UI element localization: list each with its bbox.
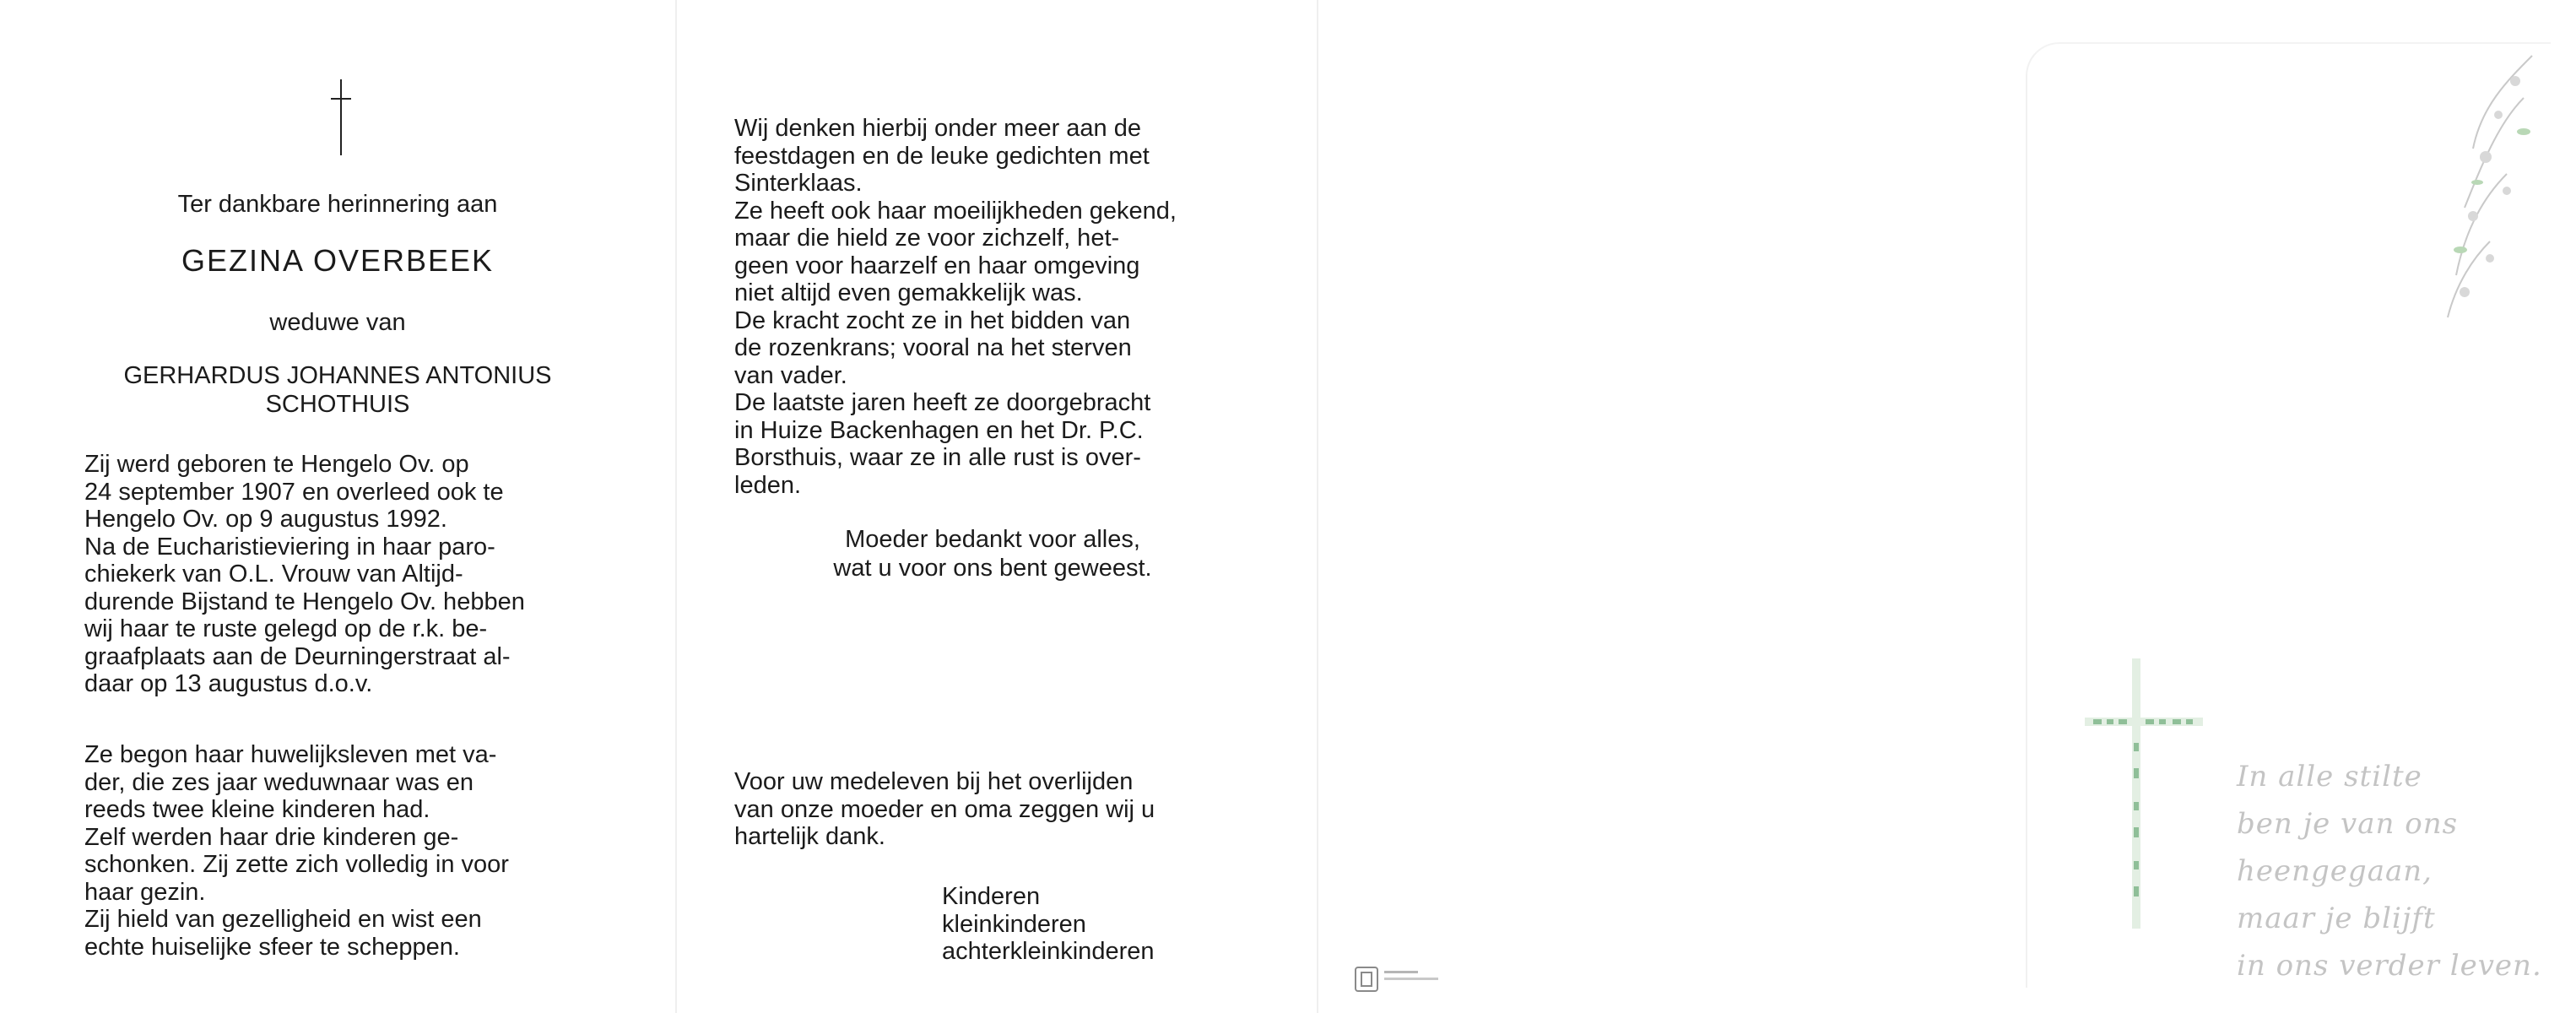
printer-imprint: [1384, 969, 1452, 988]
biography-paragraph-1: Zij werd geboren te Hengelo Ov. op 24 september 1907 en overleed ook te Hengelo Ov. op 9 augustus 1992. Na de Eucharistieviering in haar paro- chiekerk van O.L. Vrouw van Altijd- durende Bijstand te Hengelo Ov. hebben wij haar te ruste gelegd op de r.k. be- graafplaats aan de Deurningerstraat al- daar op 13 augustus d.o.v.: [84, 451, 525, 697]
poem-line-3: maar je blijft: [2237, 902, 2436, 935]
signer-grandchildren: kleinkinderen: [942, 910, 1086, 938]
deceased-name: GEZINA OVERBEEK: [181, 243, 495, 278]
printer-logo-icon: [1354, 966, 1379, 993]
husband-name-line1: GERHARDUS JOHANNES ANTONIUS: [123, 362, 552, 389]
biography-paragraph-3: Wij denken hierbij onder meer aan de feestdagen en de leuke gedichten met Sinterklaas. Ze heeft ook haar moeilijkheden gekend, maar die hield ze voor zichzelf, het- geen voor haarzelf en haar omgeving niet altijd even gemakkelijk was. De kracht zocht ze in het bidden van de rozenkrans; vooral na het sterven van vader. De laatste jaren heeft ze doorgebracht in Huize Backenhagen en het Dr. P.C. Borsthuis, waar ze in alle rust is over- leden.: [734, 115, 1177, 499]
poem-line-2: ben je van ons heengegaan,: [2237, 807, 2459, 888]
fold-line-right: [1317, 0, 1318, 1013]
cover-poem: [2237, 753, 2576, 989]
signer-children: Kinderen: [942, 883, 1041, 910]
thanks-quote: Moeder bedankt voor alles, wat u voor ons bent geweest.: [833, 526, 1152, 582]
fold-line-left: [675, 0, 677, 1013]
husband-name: [84, 361, 591, 419]
widow-of-label: weduwe van: [269, 309, 406, 336]
flowers-illustration: [2380, 47, 2549, 334]
memorial-intro: Ter dankbare herinnering aan: [177, 191, 498, 218]
poem-line-1: In alle stilte: [2237, 760, 2422, 794]
acknowledgement-paragraph: Voor uw medeleven bij het overlijden van onze moeder en oma zeggen wij u hartelijk dank.: [734, 768, 1155, 850]
signer-great-grandchildren: achterkleinkinderen: [942, 938, 1155, 965]
cross-icon: [331, 79, 351, 155]
poem-line-4: in ons verder leven.: [2237, 949, 2542, 983]
signers-list: [942, 883, 1154, 966]
green-cross-icon: [2085, 658, 2203, 929]
biography-paragraph-2: Ze begon haar huwelijksleven met va- der, die zes jaar weduwnaar was en reeds twee kleine kinderen had. Zelf werden haar drie kinderen ge- schonken. Zij zette zich volledig in voor haar gezin. Zij hield van gezelligheid en wist een echte huiselijke sfeer te scheppen.: [84, 741, 509, 961]
husband-name-line2: SCHOTHUIS: [265, 391, 410, 418]
